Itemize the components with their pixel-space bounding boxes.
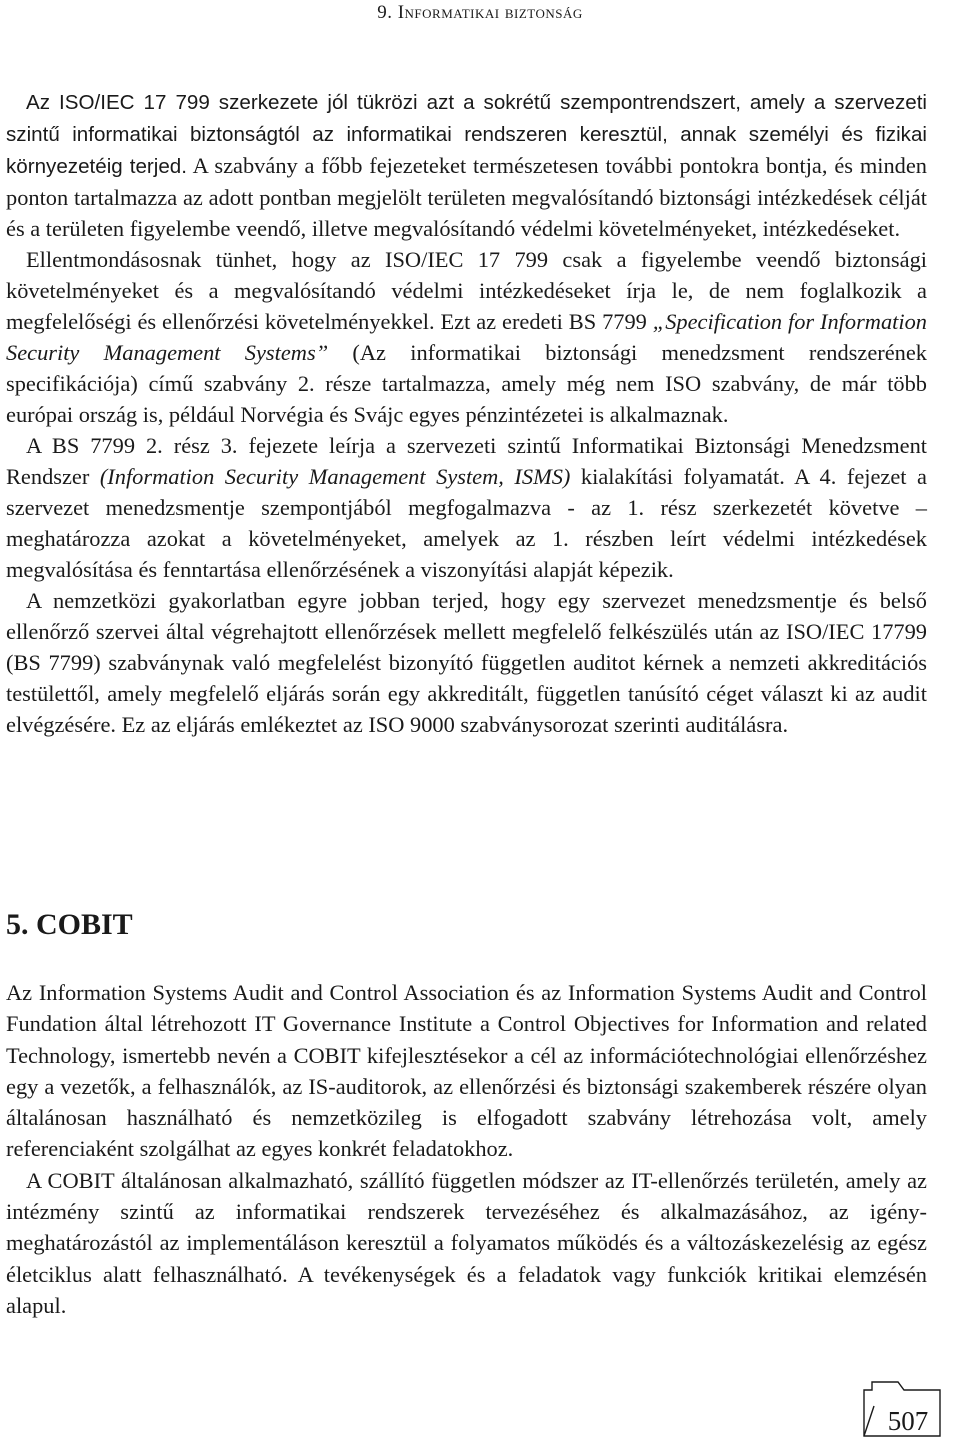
iso-section [6, 86, 927, 740]
section-title-cobit: 5. COBIT [6, 908, 133, 941]
paragraph-bs7799-end: kialakítási folyamatát. A 4. fejezet a szervezet menedzsmentje szempontjából megfogalmazva - az 1. rész szerkezetét követve – meghatározza azokat a követelményeket, amelyek az 1. részben leírt védelmi intézkedések megvalósítása és fenntartása ellenőrzésének a viszonyítási alapját képezik. [6, 464, 927, 582]
cobit-section [6, 977, 927, 1321]
running-head: 9. Informatikai biztonság [377, 2, 583, 23]
page-number: 507 [887, 1406, 929, 1436]
paragraph-cobit-intro: Az Information Systems Audit and Control Association és az Information Systems Audit and Control Fundation által létrehozott IT Governance Institute a Control Objectives for Information and related Technology, ismertebb nevén a COBIT kifejlesztésekor a cél az információtechnológiai ellenőrzéshez egy a vezetők, a felhasználók, az IS-auditorok, az ellenőrzési és biztonsági szakemberek részére olyan általánosan használható és nemzetközileg is elfogadott szabvány létrehozása volt, amely referenciaként szolgálhat az egyes konkrét feladatokhoz. [6, 980, 927, 1162]
bs7799-title: „Specification for Information Security Management Systems” [6, 309, 927, 365]
paragraph-cobit-method: A COBIT általánosan alkalmazható, szállító független módszer az IT-ellenőrzés területén, amely az intézmény szintű az informatikai rendszerek tervezéséhez és alkalmazásához, az igény-meghatározástól az implementáláson keresztül a folyamatos működés és a változáskezelésig az egész életciklus alatt felhasználható. A tevékenységek és a feladatok vagy funkciók kritikai elemzésén alapul. [6, 1167, 927, 1318]
paragraph-bs7799-start: A BS 7799 2. rész 3. fejezete leírja a szervezeti szintű Informatikai Biztonsági Menedzsment Rendszer [6, 433, 927, 489]
paragraph-iso-structure [6, 86, 927, 244]
paragraph-structure-text: A szabvány a főbb fejezeteket természetesen további pontokra bontja, és minden ponton tartalmazza az adott pontban megjelölt területen megvalósítandó biztonsági intézkedések célját és a területen figyelembe veendő, illetve megvalósítandó védelmi követelményeket, intézkedéseket. [6, 153, 927, 241]
paragraph-intro-text: Az ISO/IEC 17 799 szerkezete jól tükrözi azt a sokrétű szempontrendszert, amely a szervezeti szintű informatikai biztonságtól az informatikai rendszeren keresztül, annak személyi és fizikai környezetéig terjed. [6, 91, 927, 178]
paragraph-bs7799-part2 [6, 430, 927, 585]
paragraph-contradiction-end: (Az informatikai biztonsági menedzsment rendszerének specifikációja) című szabvány 2. része tartalmazza, amely még nem ISO szabvány, de már több európai ország is, például Norvégia és Svájc egyes pénzintézetei is alkalmaznak. [6, 340, 927, 427]
paragraph-contradiction [6, 244, 927, 430]
paragraph-contradiction-start: Ellentmondásosnak tünhet, hogy az ISO/IEC 17 799 csak a figyelembe veendő biztonsági követelményeket és a megvalósítandó védelmi intézkedéseket írja le, de nem foglalkozik a megfelelőségi és ellenőrzési követelményekkel. Ezt az eredeti BS 7799 [6, 247, 927, 334]
isms-term: (Information Security Management System, ISMS) [99, 464, 571, 489]
paragraph-audit: A nemzetközi gyakorlatban egyre jobban terjed, hogy egy szervezet menedzsmentje és belső ellenőrző szervei által végrehajtott ellenőrzések mellett megfelelő felkészülés után az ISO/IEC 17799 (BS 7799) szabványnak való megfelelést bizonyító független auditot kérnek a nemzeti akkreditációs testülettől, amely megfelelő eljárás során egy akkreditált, független tanúsító céget választ ki az audit elvégzésére. Ez az eljárás emlékeztet az ISO 9000 szabványsorozat szerinti auditálásra. [6, 588, 927, 737]
